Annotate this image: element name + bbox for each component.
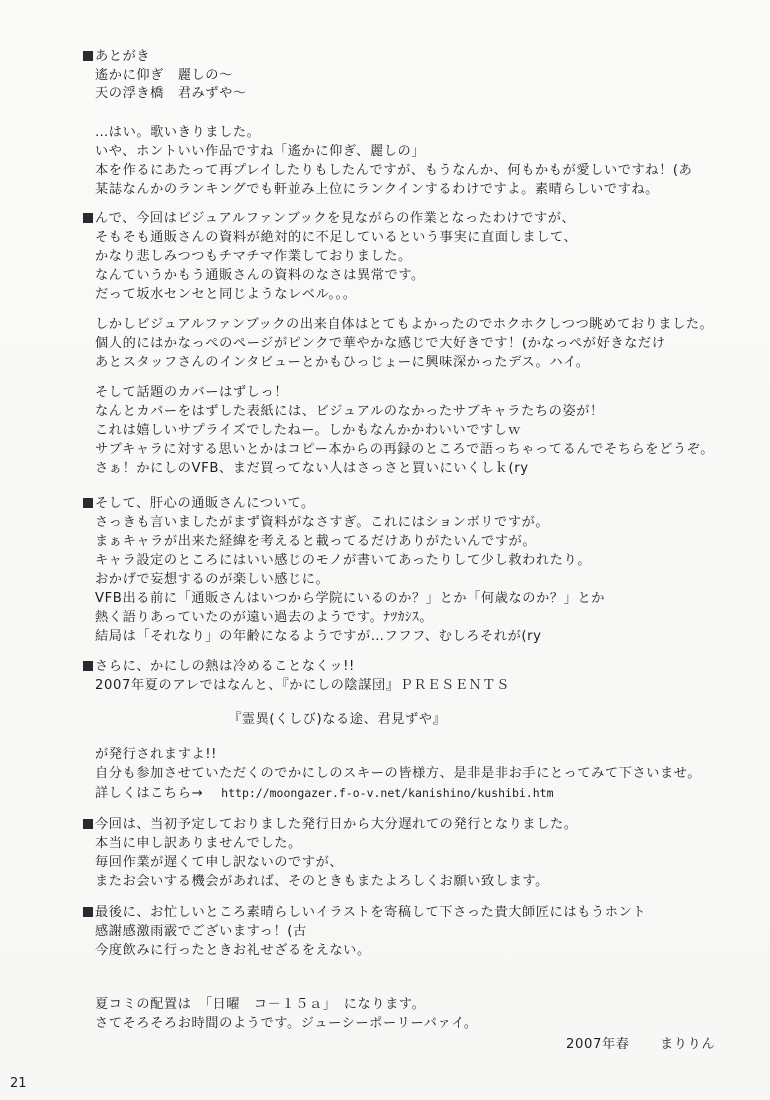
text-line: だって坂水センセと同じようなレベル。。。 [95,287,357,302]
page-number: 21 [10,1076,27,1091]
text-line: 2007年夏のアレではなんと、『かにしの陰謀団』ＰＲＥＳＥＮＴＳ [95,678,510,693]
text-line: 天の浮き橋 君みずや～ [95,86,247,101]
text-line: 自分も参加させていただくのでかにしのスキーの皆様方、是非是非お手にとってみて下さいませ。 [95,766,701,781]
text-line: またお会いする機会があれば、そのときもまたよろしくお願い致します。 [95,874,549,889]
signature-name: まりりん [660,1037,716,1052]
text-line: 本を作るにあたって再プレイしたりもしたんですが、もうなんか、何もかもが愛しいですね！(あ [95,163,693,178]
section-heading-apology: 今回は、当初予定しておりました発行日から大分遅れての発行となりました。 [83,816,578,834]
text-line: …はい。歌いきりました。 [95,125,261,140]
section-heading-tsuhan: そして、肝心の通販さんについて。 [83,495,315,513]
text-line: 某誌なんかのランキングでも軒並み上位にランクインするわけですよ。素晴らしいですね。 [95,182,659,197]
link-prefix: 詳しくはこちら→ [95,786,204,801]
text-line: これは嬉しいサプライズでしたねー。しかもなんかかわいいですしｗ [95,423,522,438]
text-line: さぁ！かにしのVFB、まだ買ってない人はさっさと買いにいくしｋ(ry [95,461,529,476]
text-line: おかげで妄想するのが楽しい感じに。 [95,572,330,587]
text-line: 本当に申し訳ありませんでした。 [95,836,302,851]
text-line: かなり悲しみつつもチマチマ作業しておりました。 [95,249,412,264]
text-line: しかしビジュアルファンブックの出来自体はとてもよかったのでホクホクしつつ眺めておりました。 [95,317,714,332]
text-line: さっきも言いましたがまず資料がなさすぎ。これにはションボリですが。 [95,515,550,530]
text-line: いや、ホントいい作品ですね「遙かに仰ぎ、麗しの」 [95,144,426,159]
text-line: あとスタッフさんのインタビューとかもひっじょーに興味深かったデス。ハイ。 [95,355,590,370]
text-line: まぁキャラが出来た経緯を考えると載ってるだけありがたいんですが。 [95,534,537,549]
section-heading-fanbook: んで、今回はビジュアルファンブックを見ながらの作業となったわけですが、 [83,210,575,228]
website-link[interactable]: http://moongazer.f-o-v.net/kanishino/kushibi.htm [221,786,554,800]
closing-line: 夏コミの配置は 「日曜 コ－１５ａ」 になります。 [95,997,426,1012]
section-heading-afterword: あとがき [83,48,150,66]
text-line: 感謝感激雨霰でございますっ！(古 [95,924,307,939]
text-line: 個人的にはかなっぺのページがピンクで華やかな感じで大好きです！(かなっぺが好きなだけ [95,336,666,351]
text-line: なんとカバーをはずした表紙には、ビジュアルのなかったサブキャラたちの姿が！ [95,404,604,419]
signature-date: 2007年春 [566,1037,630,1052]
closing-line: さてそろそろお時間のようです。ジューシーポーリーバァイ。 [95,1016,478,1031]
text-line: 毎回作業が遅くて申し訳ないのですが、 [95,855,344,870]
text-line: 熱く語りあっていたのが遠い過去のようです。ﾅﾂｶｼｽ。 [95,610,434,625]
link-line [95,784,554,803]
text-line: 今度飲みに行ったときお礼せざるをえない。 [95,943,371,958]
text-line: なんていうかもう通販さんの資料のなさは異常です。 [95,268,425,283]
text-line: サブキャラに対する思いとかはコピー本からの再録のところで語っちゃってるんでそちらをどうぞ。 [95,442,714,457]
text-line: VFB出る前に「通販さんはいつから学院にいるのか？」とか「何歳なのか？」とか [95,591,606,606]
text-line: キャラ設定のところにはいい感じのモノが書いてあったりして少し救われたり。 [95,553,592,568]
text-line: 結局は「それなり」の年齢になるようですが…フフフ、むしろそれが(ry [95,629,542,644]
text-line: そして話題のカバーはずしっ！ [95,385,289,400]
section-heading-kanishino: さらに、かにしの熱は冷めることなくッ!! [83,658,355,676]
book-title: 『霊異(くしび)なる途、君見ずや』 [228,712,447,727]
section-heading-thanks: 最後に、お忙しいところ素晴らしいイラストを寄稿して下さった貴大師匠にはもうホント [83,904,646,922]
text-line: そもそも通販さんの資料が絶対的に不足しているという事実に直面しまして、 [95,230,578,245]
text-line: が発行されますよ!! [95,747,218,762]
text-line: 遙かに仰ぎ 麗しの～ [95,68,233,83]
